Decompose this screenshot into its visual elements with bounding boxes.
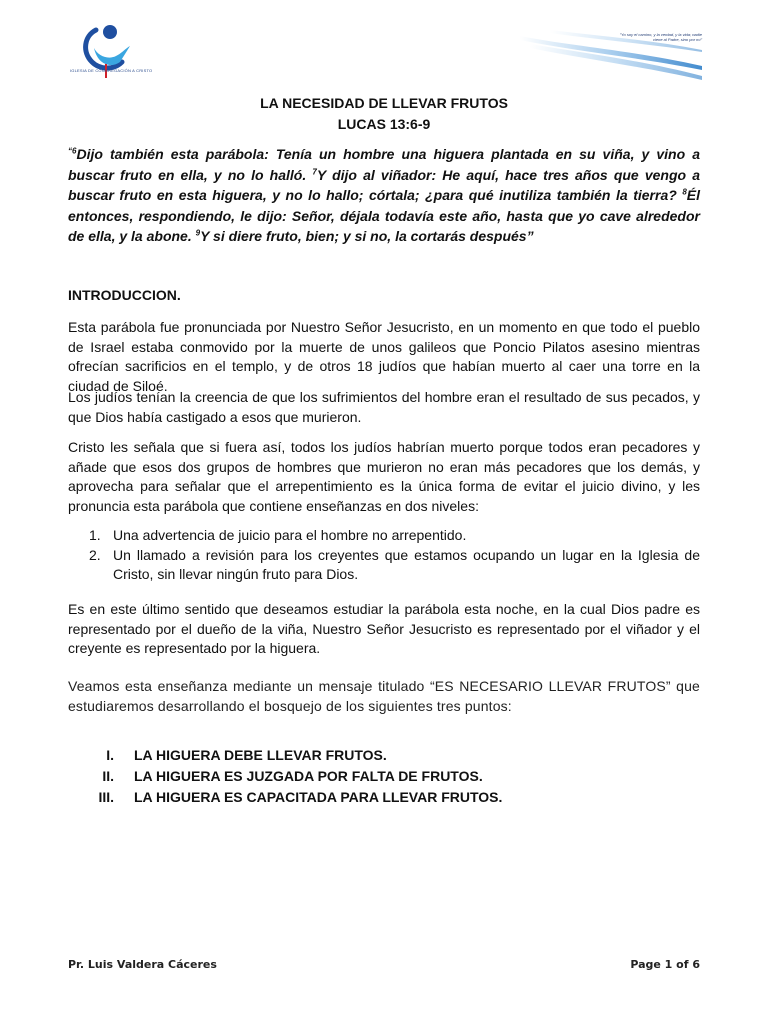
roman-numeral: II. [102,768,114,784]
paragraph: Los judíos tenían la creencia de que los sufrimientos del hombre eran el resultado de sus pecados, y que Dios había castigado a esos que murieron. [68,389,700,425]
document-title: LA NECESIDAD DE LLEVAR FRUTOS [260,95,508,111]
verse-number: 8 [682,187,687,197]
verse-text: Él entonces, respondiendo, le dijo: Señor, déjala todavía este año, hasta que yo cave alrededor de ella, y la abone. [68,187,700,244]
outline-points [68,745,700,808]
outline-item [68,745,700,766]
logo-caption: IGLESIA DE CONGREGACIÓN A CRISTO [70,68,153,73]
list-item [68,546,700,585]
list-number: 2. [89,546,101,563]
roman-numeral: I. [106,747,114,763]
scripture-passage [68,144,700,247]
list-text: Una advertencia de juicio para el hombre no arrepentido. [113,527,467,543]
paragraph: Cristo les señala que si fuera así, todos los judíos habrían muerto porque todos eran pecadores y añade que esos dos grupos de hombres que murieron no eran más pecadores que los demás, y aprovecha para señalar que el arrepentimiento es la única forma de evitar el juicio divino, y les pronuncia esta parábola que contiene enseñanzas en dos niveles: [68,439,700,514]
paragraph: Es en este último sentido que deseamos estudiar la parábola esta noche, en la cual Dios padre es representado por el dueño de la viña, Nuestro Señor Jesucristo es representado por el viñador y el creyente es representado por la higuera. [68,601,700,656]
outline-item [68,766,700,787]
paragraph: Esta parábola fue pronunciada por Nuestro Señor Jesucristo, en un momento en que todo el pueblo de Israel estaba conmovido por la muerte de unos galileos que Poncio Pilatos asesino mientras ofrecían sacrificios en el templo, y de otros 18 judíos que habían muerto al caer una torre en la ciudad de Siloé. [68,319,700,394]
paragraph: Veamos esta enseñanza mediante un mensaje titulado “ES NECESARIO LLEVAR FRUTOS” que estudiaremos desarrollando el bosquejo de los siguientes tres puntos: [68,678,700,714]
banner-quote: "Yo soy el camino, y la verdad, y la vida; nadie viene al Padre, sino por mí" [619,32,702,42]
verse-text: Dijo también esta parábola: Tenía un hombre una higuera plantada en su viña, y vino a buscar fruto en ella, y no lo halló. [68,146,700,183]
numbered-list [68,526,700,585]
outline-text: LA HIGUERA ES JUZGADA POR FALTA DE FRUTOS. [134,768,483,784]
section-heading: INTRODUCCION. [68,287,181,303]
list-number: 1. [89,527,101,543]
verse-number: 9 [195,228,201,238]
list-item [68,526,700,546]
scripture-reference: LUCAS 13:6-9 [337,116,431,132]
outline-item [68,787,700,808]
page-number: Page 1 of 6 [630,958,700,971]
page-header [0,0,768,90]
outline-text: LA HIGUERA DEBE LLEVAR FRUTOS. [134,747,387,763]
footer-author: Pr. Luis Valdera Cáceres [68,958,217,971]
list-text: Un llamado a revisión para los creyentes que estamos ocupando un lugar en la Iglesia de Cristo, sin llevar ningún fruto para Dios. [113,546,700,582]
outline-text: LA HIGUERA ES CAPACITADA PARA LLEVAR FRUTOS. [134,789,503,805]
roman-numeral: III. [98,789,114,805]
verse-number: 7 [312,166,317,176]
verse-text: Y dijo al viñador: He aquí, hace tres años que vengo a buscar fruto en esta higuera, y no lo hallo; córtala; ¿para qué inutiliza también la tierra? [68,166,700,203]
open-quote: “ [68,146,72,156]
verse-text: Y si diere fruto, bien; y si no, la cortarás después” [200,228,534,244]
verse-number: 6 [72,146,77,156]
